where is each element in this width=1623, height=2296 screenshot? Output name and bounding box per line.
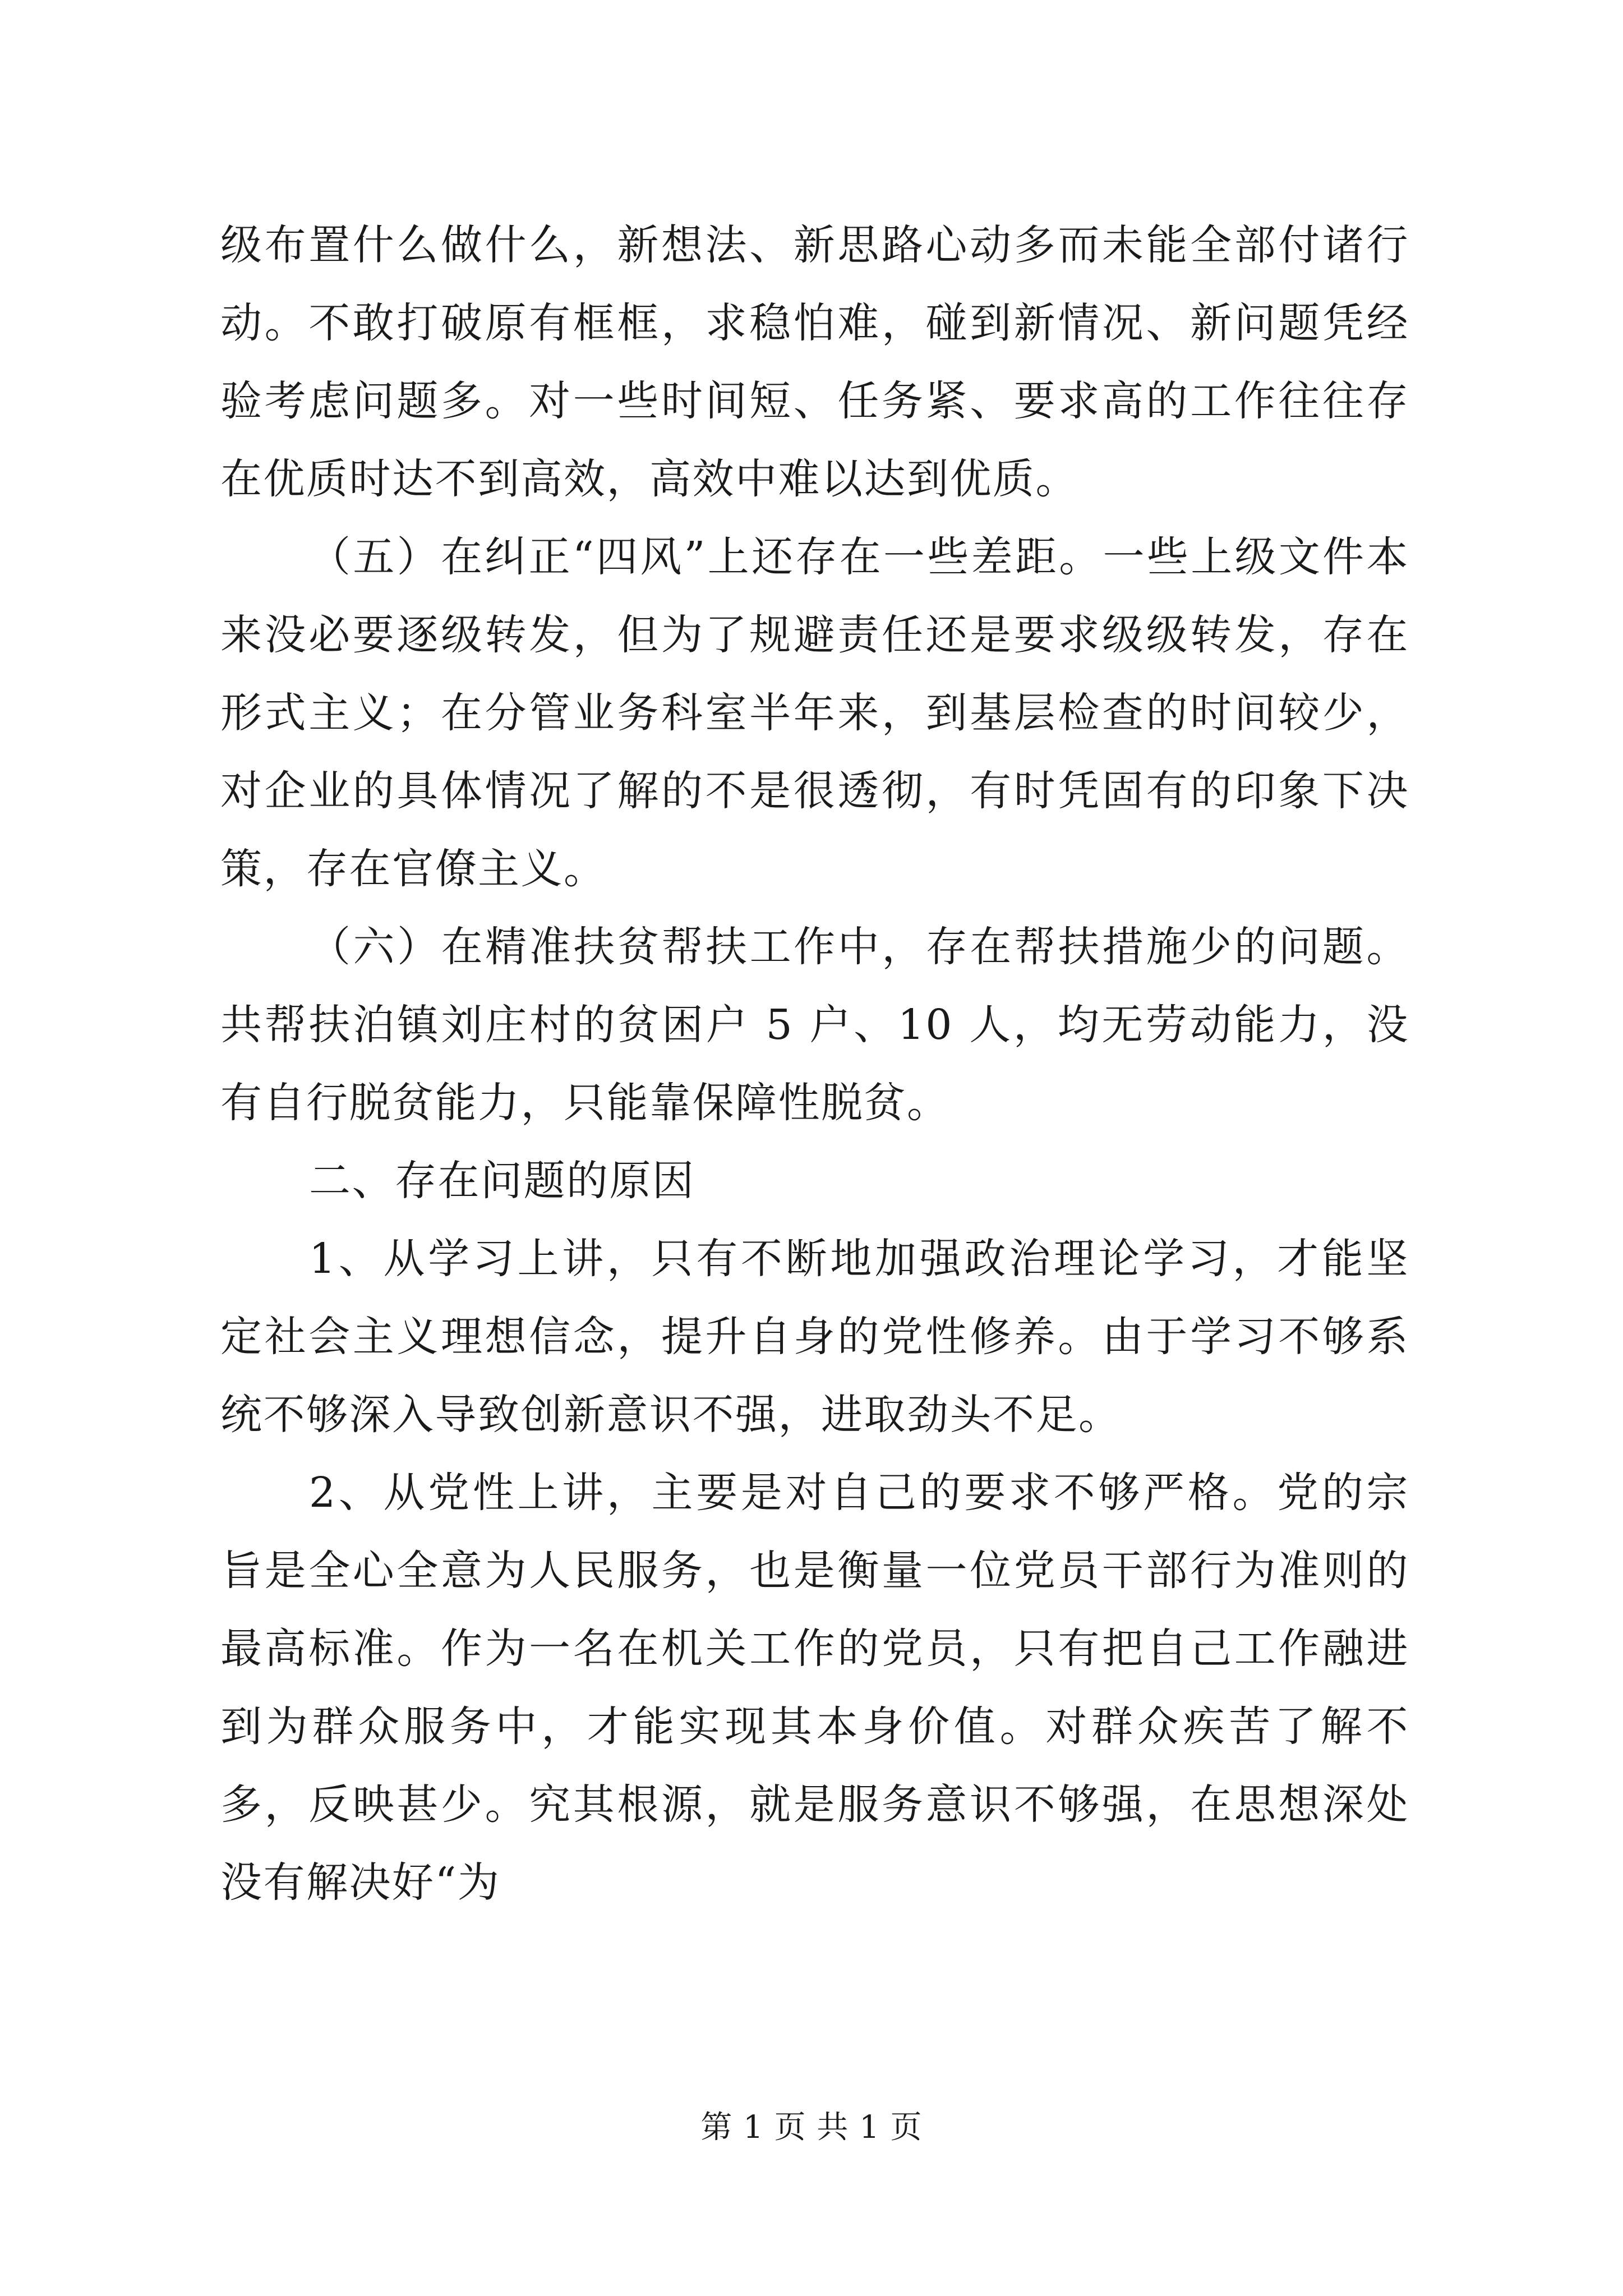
paragraph-continuation: 级布置什么做什么，新想法、新思路心动多而未能全部付诸行动。不敢打破原有框框，求稳怕难，碰到新情况、新问题凭经验考虑问题多。对一些时间短、任务紧、要求高的工作往往存在优质时达不到高效，高效中难以达到优质。	[220, 221, 1409, 503]
paragraph-reason-one: 1、从学习上讲，只有不断地加强政治理论学习，才能坚定社会主义理想信念，提升自身的党性修养。由于学习不够系统不够深入导致创新意识不强，进取劲头不足。	[220, 1235, 1409, 1439]
section-heading: 二、存在问题的原因	[309, 1157, 695, 1205]
paragraph-reason-two: 2、从党性上讲，主要是对自己的要求不够严格。党的宗旨是全心全意为人民服务，也是衡量一位党员干部行为准则的最高标准。作为一名在机关工作的党员，只有把自己工作融进到为群众服务中，才能实现其本身价值。对群众疾苦了解不多，反映甚少。究其根源，就是服务意识不够强，在思想深处没有解决好“为	[220, 1469, 1409, 1907]
paragraph-item-six: （六）在精准扶贫帮扶工作中，存在帮扶措施少的问题。共帮扶泊镇刘庄村的贫困户 5 户、10 人，均无劳动能力，没有自行脱贫能力，只能靠保障性脱贫。	[220, 923, 1409, 1127]
paragraph-item-five: （五）在纠正“四风”上还存在一些差距。一些上级文件本来没必要逐级转发，但为了规避责任还是要求级级转发，存在形式主义；在分管业务科室半年来，到基层检查的时间较少，对企业的具体情况了解的不是很透彻，有时凭固有的印象下决策，存在官僚主义。	[220, 533, 1409, 893]
document-body	[220, 206, 1409, 1922]
page-number-footer: 第 1 页 共 1 页	[700, 2109, 923, 2146]
